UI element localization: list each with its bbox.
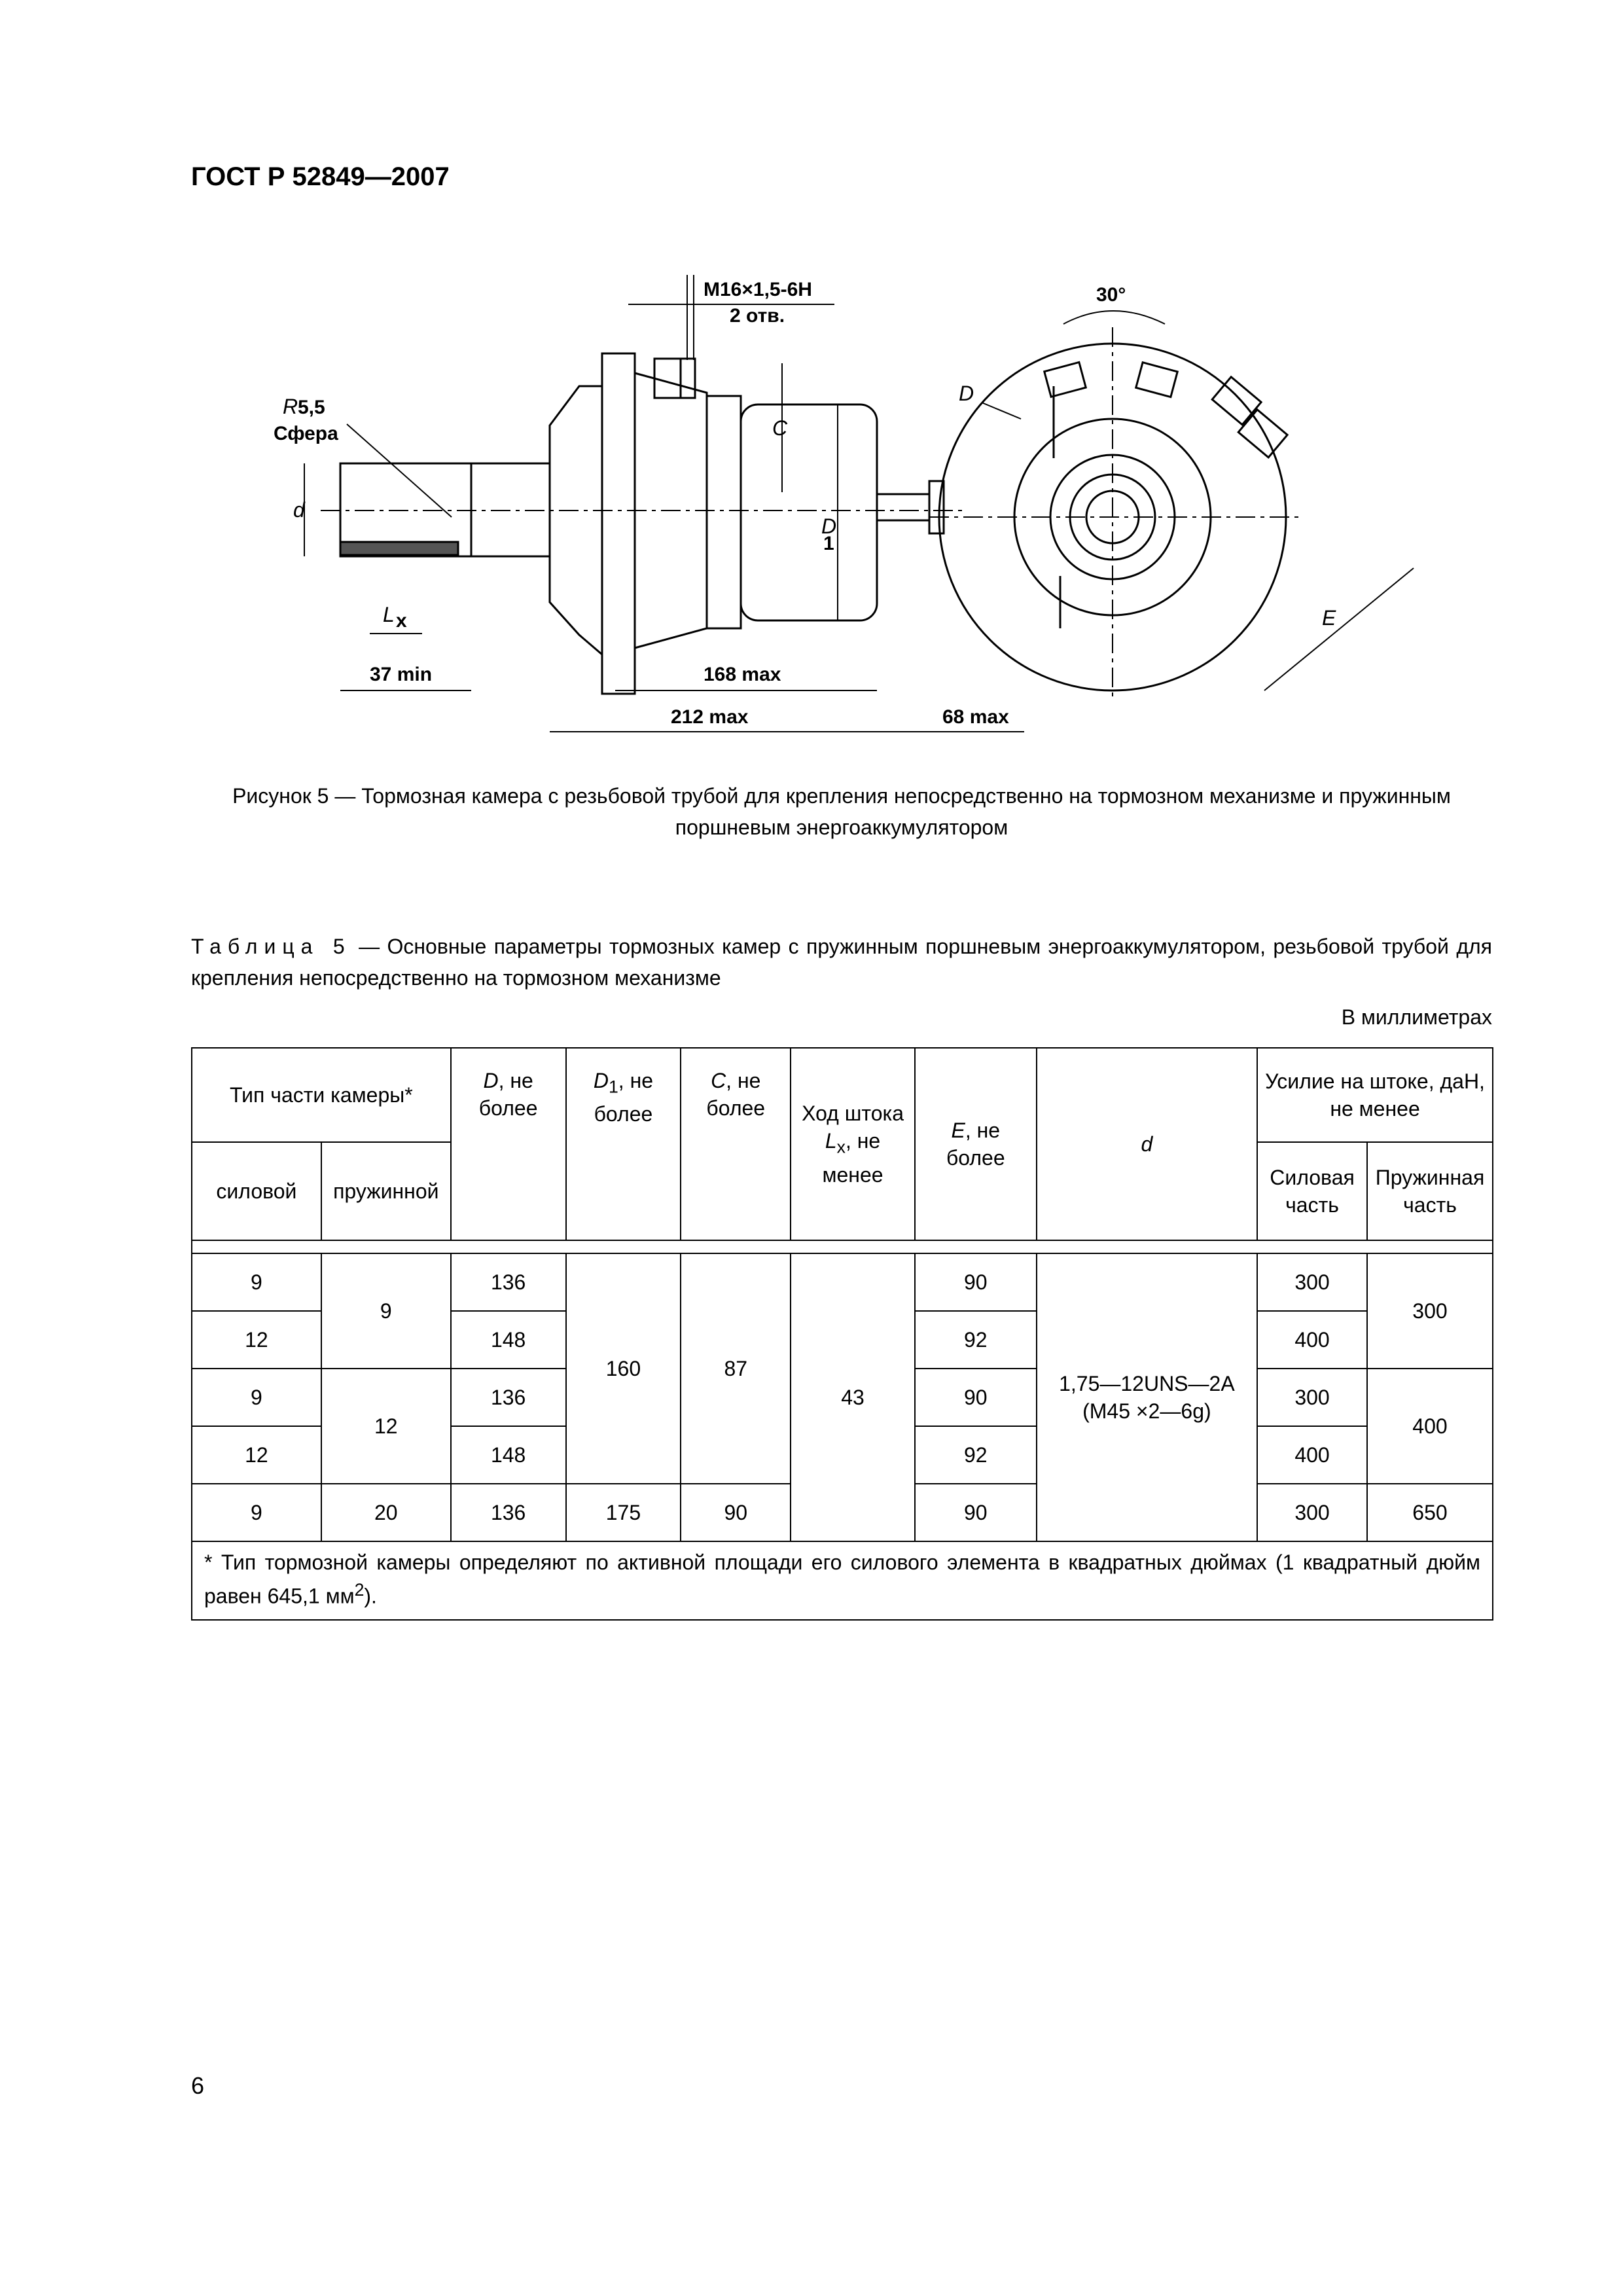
- c-dimension-label: C: [772, 416, 788, 440]
- stroke-cell: 43: [791, 1253, 915, 1541]
- spring-cell: 9: [321, 1253, 451, 1369]
- force-header: Усилие на штоке, даН, не менее: [1257, 1048, 1493, 1142]
- units-note: В миллиметрах: [1341, 1005, 1492, 1029]
- document-header: ГОСТ Р 52849—2007: [191, 162, 450, 191]
- e-cell: 90: [915, 1253, 1037, 1311]
- d-cell: 148: [451, 1311, 566, 1369]
- d-cell: 136: [451, 1484, 566, 1541]
- lx-dimension-label: L: [383, 603, 395, 626]
- force-spring-header: Пружинная часть: [1367, 1142, 1493, 1240]
- stroke-header: Ход штока $L_x$, не менее: [791, 1048, 915, 1240]
- e-dimension-label: E: [1322, 606, 1336, 630]
- force-spring-cell: 400: [1367, 1369, 1493, 1484]
- chamber-flange: [602, 353, 635, 694]
- lx-subscript: x: [396, 610, 407, 632]
- spring-part-header: пружинной: [321, 1142, 451, 1240]
- d1-header: $D_1$, не более: [566, 1048, 681, 1240]
- parameters-table: [191, 1047, 1493, 1621]
- e-header: E, не более: [915, 1048, 1037, 1240]
- force-power-cell: 400: [1257, 1426, 1367, 1484]
- d1-dimension-label: D: [821, 514, 837, 538]
- d1-cell: 160: [566, 1253, 681, 1484]
- angle-label: 30°: [1096, 284, 1126, 306]
- e-cell: 90: [915, 1369, 1037, 1426]
- force-power-cell: 400: [1257, 1311, 1367, 1369]
- power-cell: 9: [192, 1369, 321, 1426]
- d-cell: 136: [451, 1369, 566, 1426]
- d1-cell: 175: [566, 1484, 681, 1541]
- force-spring-cell: 300: [1367, 1253, 1493, 1369]
- radius-r-label: R: [283, 395, 298, 418]
- e-cell: 92: [915, 1426, 1037, 1484]
- force-power-cell: 300: [1257, 1484, 1367, 1541]
- table-footnote: * Тип тормозной камеры определяют по активной площади его силового элемента в квадратных дюймах (1 квадратный дюйм равен 645,1 $мм^2$).: [192, 1541, 1493, 1620]
- power-part-header: силовой: [192, 1142, 321, 1240]
- power-cell: 12: [192, 1426, 321, 1484]
- page-number: 6: [191, 2072, 205, 2099]
- c-header: C, не более: [681, 1048, 791, 1240]
- c-cell: 90: [681, 1484, 791, 1541]
- power-cell: 9: [192, 1253, 321, 1311]
- d-dimension-label: d: [293, 498, 305, 522]
- spring-cell: 12: [321, 1369, 451, 1484]
- e-cell: 90: [915, 1484, 1037, 1541]
- spring-cell: 20: [321, 1484, 451, 1541]
- force-spring-cell: 650: [1367, 1484, 1493, 1541]
- dim-168-label: 168 max: [704, 664, 781, 685]
- holes-label: 2 отв.: [730, 305, 785, 327]
- force-power-cell: 300: [1257, 1253, 1367, 1311]
- d1-subscript: 1: [823, 533, 834, 554]
- dim-37-label: 37 min: [370, 664, 433, 685]
- technical-drawing: [0, 0, 1623, 785]
- thread-label: M16×1,5-6H: [704, 279, 812, 300]
- sphere-label: Сфера: [274, 423, 338, 444]
- table-title-text: — Основные параметры тормозных камер с пружинным поршневым энергоаккумулятором, резьбовой трубой для крепления непосредственно на тормозном механизме: [191, 935, 1493, 990]
- thread-d-cell: 1,75—12UNS—2A (M45 ×2—6g): [1037, 1253, 1257, 1541]
- e-cell: 92: [915, 1311, 1037, 1369]
- figure-caption: Рисунок 5 — Тормозная камера с резьбовой трубой для крепления непосредственно на тормозном механизме и пружинным поршневым энергоаккумулятором: [232, 784, 1451, 839]
- table-row: [192, 1253, 1493, 1311]
- force-power-header: Силовая часть: [1257, 1142, 1367, 1240]
- radius-value-label: 5,5: [298, 397, 325, 418]
- table-title: [191, 931, 1492, 994]
- dim-68-label: 68 max: [942, 706, 1009, 728]
- spring-cylinder: [741, 404, 877, 620]
- dim-212-label: 212 max: [671, 706, 749, 728]
- power-cell: 9: [192, 1484, 321, 1541]
- d-cell: 148: [451, 1426, 566, 1484]
- d-header: D, не более: [451, 1048, 566, 1240]
- d-cell: 136: [451, 1253, 566, 1311]
- chamber-cone: [550, 386, 602, 655]
- thread-d-header: d: [1037, 1048, 1257, 1240]
- big-d-label: D: [959, 382, 974, 405]
- c-cell: 87: [681, 1253, 791, 1484]
- chamber-type-header: Тип части камеры*: [192, 1048, 451, 1142]
- force-power-cell: 300: [1257, 1369, 1367, 1426]
- table-title-lead: Таблица 5: [191, 935, 351, 958]
- power-cell: 12: [192, 1311, 321, 1369]
